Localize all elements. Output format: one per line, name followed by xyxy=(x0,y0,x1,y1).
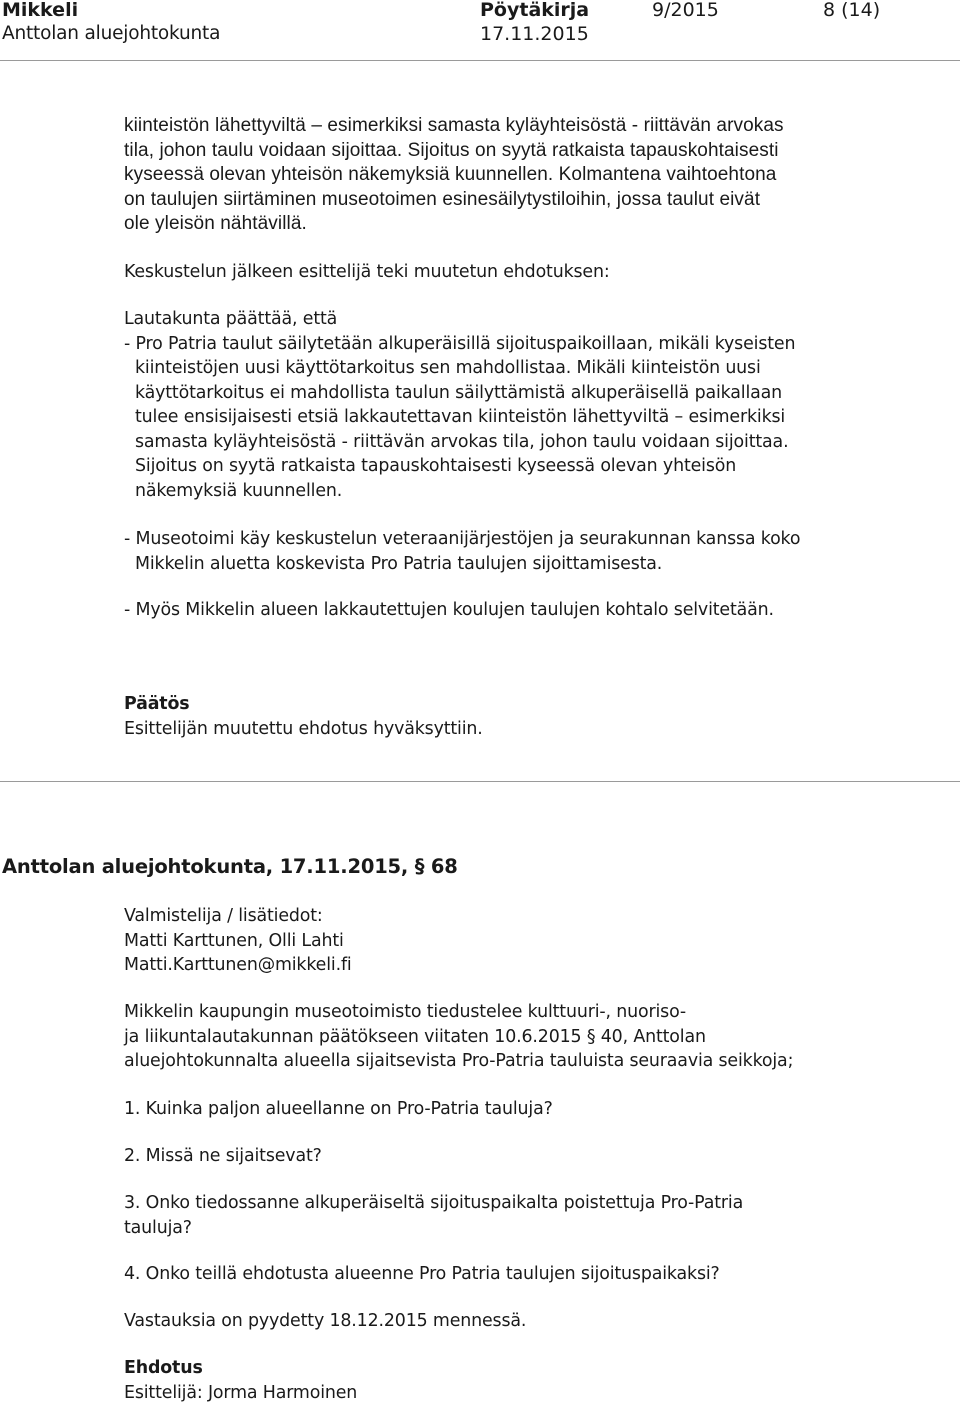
decision-block xyxy=(124,692,914,741)
inquiry-paragraph: Mikkelin kaupungin museotoimisto tiedustelee kulttuuri-, nuoriso- ja liikuntalautakunnan päätökseen viitaten 10.6.2015 § 40, Anttolan aluejohtokunnalta alueella sijaitsevista Pro-Patria tauluista seuraavia seikkoja; xyxy=(124,1002,794,1071)
resolution-item-3: - Myös Mikkelin alueen lakkautettujen koulujen taulujen kohtalo selvitetään. xyxy=(124,600,774,620)
intro-line: on taulujen siirtäminen museotoimen esinesäilytystiloihin, jossa taulut eivät xyxy=(124,188,761,210)
resolution-line: tulee ensisijaisesti etsiä lakkautettavan kiinteistön lähettyviltä – esimerkiksi xyxy=(135,407,786,427)
section-title: Anttolan aluejohtokunta, 17.11.2015, § 68 xyxy=(2,855,458,878)
section-divider xyxy=(0,781,960,782)
discussion-text: Keskustelun jälkeen esittelijä teki muutetun ehdotuksen: xyxy=(124,262,610,282)
header-divider xyxy=(0,60,960,61)
proposal-block xyxy=(124,1356,914,1405)
decision-text: Esittelijän muutettu ehdotus hyväksyttiin. xyxy=(124,718,483,739)
question-2: 2. Missä ne sijaitsevat? xyxy=(124,1146,322,1166)
resolution-line: käyttötarkoitus ei mahdollista taulun säilyttämistä alkuperäisellä paikallaan xyxy=(135,382,783,403)
resolution-line: näkemyksiä kuunnellen. xyxy=(135,480,343,501)
intro-line: kyseessä olevan yhteisön näkemyksiä kuunnellen. Kolmantena vaihtoehtona xyxy=(124,164,777,186)
preparer-block xyxy=(124,904,914,978)
deadline-text: Vastauksia on pyydetty 18.12.2015 mennessä. xyxy=(124,1311,527,1331)
question-3: 3. Onko tiedossanne alkuperäiseltä sijoituspaikalta poistettuja Pro-Patria tauluja? xyxy=(124,1193,744,1238)
presenter-text: Esittelijä: Jorma Harmoinen xyxy=(124,1382,358,1403)
intro-line: tila, johon taulu voidaan sijoittaa. Sijoitus on syytä ratkaista tapauskohtaisesti xyxy=(124,139,779,161)
intro-line: ole yleisön nähtävillä. xyxy=(124,213,307,235)
preparer-label: Valmistelija / lisätiedot: xyxy=(124,906,323,926)
resolution-line: Sijoitus on syytä ratkaista tapauskohtaisesti kyseessä olevan yhteisön xyxy=(135,456,737,476)
resolution-line: samasta kyläyhteisöstä - riittävän arvokas tila, johon taulu voidaan sijoittaa. xyxy=(135,431,789,452)
header-body-name: Anttolan aluejohtokunta xyxy=(2,23,221,44)
proposal-label: Ehdotus xyxy=(124,1358,203,1378)
intro-paragraph xyxy=(124,114,914,237)
header-org: Mikkeli xyxy=(2,0,79,21)
header-doc-number: 9/2015 xyxy=(652,0,719,21)
resolution-item-2: - Museotoimi käy keskustelun veteraanijärjestöjen ja seurakunnan kanssa koko Mikkelin aluetta koskevista Pro Patria taulujen sijoittamisesta. xyxy=(124,529,801,574)
header-date: 17.11.2015 xyxy=(480,23,589,45)
preparer-names: Matti Karttunen, Olli Lahti xyxy=(124,930,344,951)
resolution-block xyxy=(124,307,914,503)
question-4: 4. Onko teillä ehdotusta alueenne Pro Patria taulujen sijoituspaikaksi? xyxy=(124,1264,720,1284)
decision-label: Päätös xyxy=(124,694,190,714)
header-doc-type: Pöytäkirja xyxy=(480,0,590,21)
question-1: 1. Kuinka paljon alueellanne on Pro-Patria tauluja? xyxy=(124,1099,553,1119)
header-page: 8 (14) xyxy=(823,0,881,21)
resolution-line: - Pro Patria taulut säilytetään alkuperäisillä sijoituspaikoillaan, mikäli kyseisten xyxy=(124,333,796,354)
resolution-line: kiinteistöjen uusi käyttötarkoitus sen mahdollistaa. Mikäli kiinteistön uusi xyxy=(135,358,761,378)
intro-line: kiinteistön lähettyviltä – esimerkiksi samasta kyläyhteisöstä - riittävän arvokas xyxy=(124,115,784,136)
preparer-email: Matti.Karttunen@mikkeli.fi xyxy=(124,955,352,975)
resolution-heading: Lautakunta päättää, että xyxy=(124,309,338,329)
